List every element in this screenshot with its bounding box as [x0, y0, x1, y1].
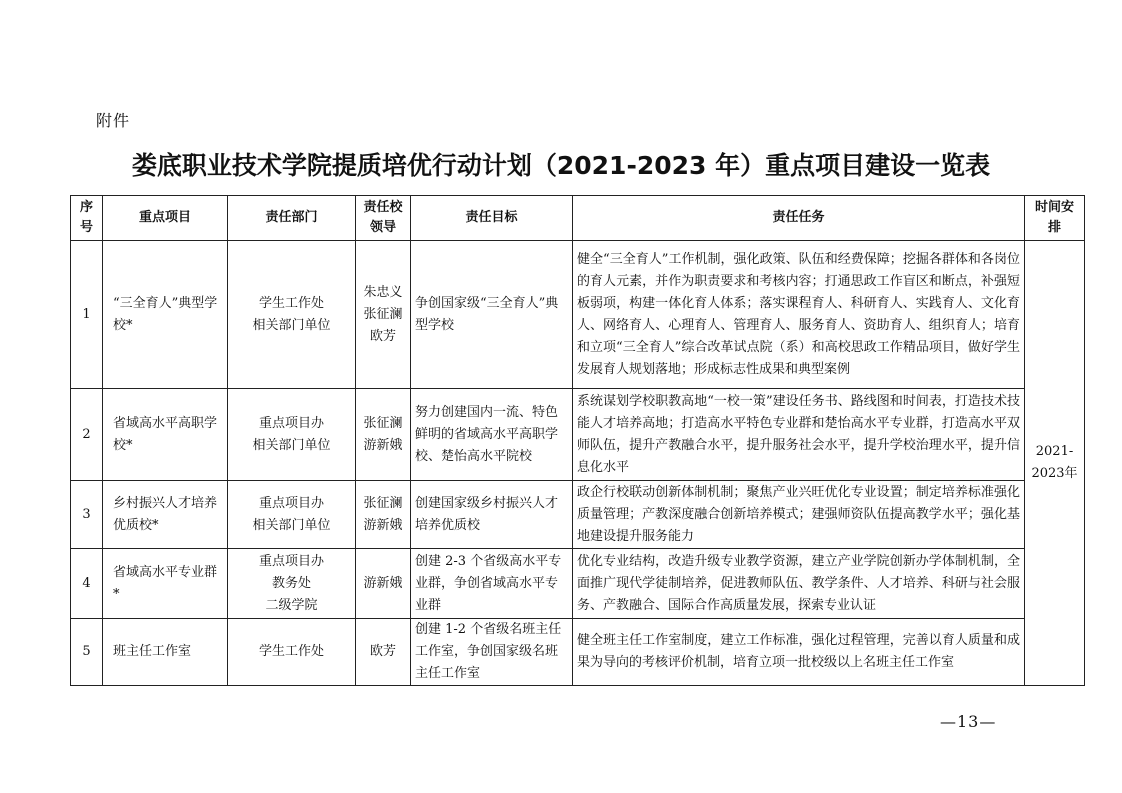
- row-project: 班主任工作室: [103, 619, 228, 686]
- row-project: “三全育人”典型学校*: [103, 241, 228, 389]
- attachment-label: 附件: [96, 111, 131, 130]
- row-dept: [228, 549, 356, 619]
- row-no: 4: [71, 549, 103, 619]
- header-goal: 责任目标: [411, 196, 573, 241]
- header-no: 序号: [71, 196, 103, 241]
- row-leader: [356, 481, 411, 549]
- table-row: [71, 619, 1085, 686]
- table-row: [71, 481, 1085, 549]
- row-no: 2: [71, 389, 103, 481]
- header-project: 重点项目: [103, 196, 228, 241]
- row-project: 省域高水平专业群*: [103, 549, 228, 619]
- leader-line: 游新娥: [363, 517, 403, 533]
- row-no: 5: [71, 619, 103, 686]
- dept-line: 教务处: [271, 575, 311, 591]
- header-task: 责任任务: [573, 196, 1025, 241]
- row-dept: [228, 389, 356, 481]
- leader-line: 张征澜: [363, 495, 403, 511]
- table-row: [71, 241, 1085, 389]
- page-title: 娄底职业技术学院提质培优行动计划（2021-2023 年）重点项目建设一览表: [131, 151, 991, 180]
- row-project: 乡村振兴人才培养优质校*: [103, 481, 228, 549]
- leader-line: 朱忠义: [363, 284, 403, 300]
- dept-line: 重点项目办: [258, 495, 324, 511]
- header-dept: 责任部门: [228, 196, 356, 241]
- leader-line: 张征澜: [363, 306, 403, 322]
- row-dept: [228, 481, 356, 549]
- dept-line: 重点项目办: [258, 415, 324, 431]
- row-leader: [356, 389, 411, 481]
- table-row: [71, 549, 1085, 619]
- dept-line: 学生工作处: [258, 295, 324, 311]
- leader-line: 游新娥: [363, 575, 403, 591]
- row-goal: 努力创建国内一流、特色鲜明的省域高水平高职学校、楚怡高水平院校: [411, 389, 573, 481]
- dept-line: 相关部门单位: [252, 317, 331, 333]
- row-dept: [228, 619, 356, 686]
- dept-line: 学生工作处: [258, 644, 324, 659]
- dept-line: 二级学院: [265, 597, 318, 613]
- header-time: 时间安排: [1025, 196, 1085, 241]
- project-table: [70, 195, 1085, 686]
- dept-line: 重点项目办: [258, 553, 324, 569]
- row-goal: 创建 2-3 个省级高水平专业群，争创省域高水平专业群: [411, 549, 573, 619]
- row-leader: [356, 549, 411, 619]
- row-dept: [228, 241, 356, 389]
- row-goal: 争创国家级“三全育人”典型学校: [411, 241, 573, 389]
- row-goal: 创建国家级乡村振兴人才培养优质校: [411, 481, 573, 549]
- row-no: 3: [71, 481, 103, 549]
- leader-line: 游新娥: [363, 437, 403, 453]
- row-goal: 创建 1-2 个省级名班主任工作室，争创国家级名班主任工作室: [411, 619, 573, 686]
- table-header-row: [71, 196, 1085, 241]
- row-task: 健全“三全育人”工作机制，强化政策、队伍和经费保障；挖掘各群体和各岗位的育人元素，并作为职责要求和考核内容；打通思政工作盲区和断点，补强短板弱项，构建一体化育人体系；落实课程育人、科研育人、实践育人、文化育人、网络育人、心理育人、管理育人、服务育人、资助育人、组织育人；培育和立项“三全育人”综合改革试点院（系）和高校思政工作精品项目，做好学生发展育人规划落地；形成标志性成果和典型案例: [573, 241, 1025, 389]
- row-task: 系统谋划学校职教高地“一校一策”建设任务书、路线图和时间表，打造技术技能人才培养高地；打造高水平特色专业群和楚怡高水平专业群，打造高水平双师队伍，提升产教融合水平，提升服务社会水平，提升学校治理水平，提升信息化水平: [573, 389, 1025, 481]
- leader-line: 欧芳: [369, 328, 396, 344]
- row-task: 优化专业结构，改造升级专业教学资源，建立产业学院创新办学体制机制，全面推广现代学徒制培养，促进教师队伍、教学条件、人才培养、科研与社会服务、产教融合、国际合作高质量发展，探索专业认证: [573, 549, 1025, 619]
- leader-line: 张征澜: [363, 415, 403, 431]
- row-project: 省域高水平高职学校*: [103, 389, 228, 481]
- time-arrangement: 2021-2023年: [1025, 241, 1085, 686]
- row-no: 1: [71, 241, 103, 389]
- table-row: [71, 389, 1085, 481]
- row-leader: [356, 619, 411, 686]
- page-number: —13—: [940, 712, 997, 731]
- leader-line: 欧芳: [369, 644, 396, 659]
- dept-line: 相关部门单位: [252, 517, 331, 533]
- row-task: 政企行校联动创新体制机制；聚焦产业兴旺优化专业设置；制定培养标准强化质量管理；产教深度融合创新培养模式；建强师资队伍提高教学水平；强化基地建设提升服务能力: [573, 481, 1025, 549]
- header-leader: 责任校领导: [356, 196, 411, 241]
- row-task: 健全班主任工作室制度，建立工作标准，强化过程管理，完善以育人质量和成果为导向的考核评价机制，培育立项一批校级以上名班主任工作室: [573, 619, 1025, 686]
- row-leader: [356, 241, 411, 389]
- dept-line: 相关部门单位: [252, 437, 331, 453]
